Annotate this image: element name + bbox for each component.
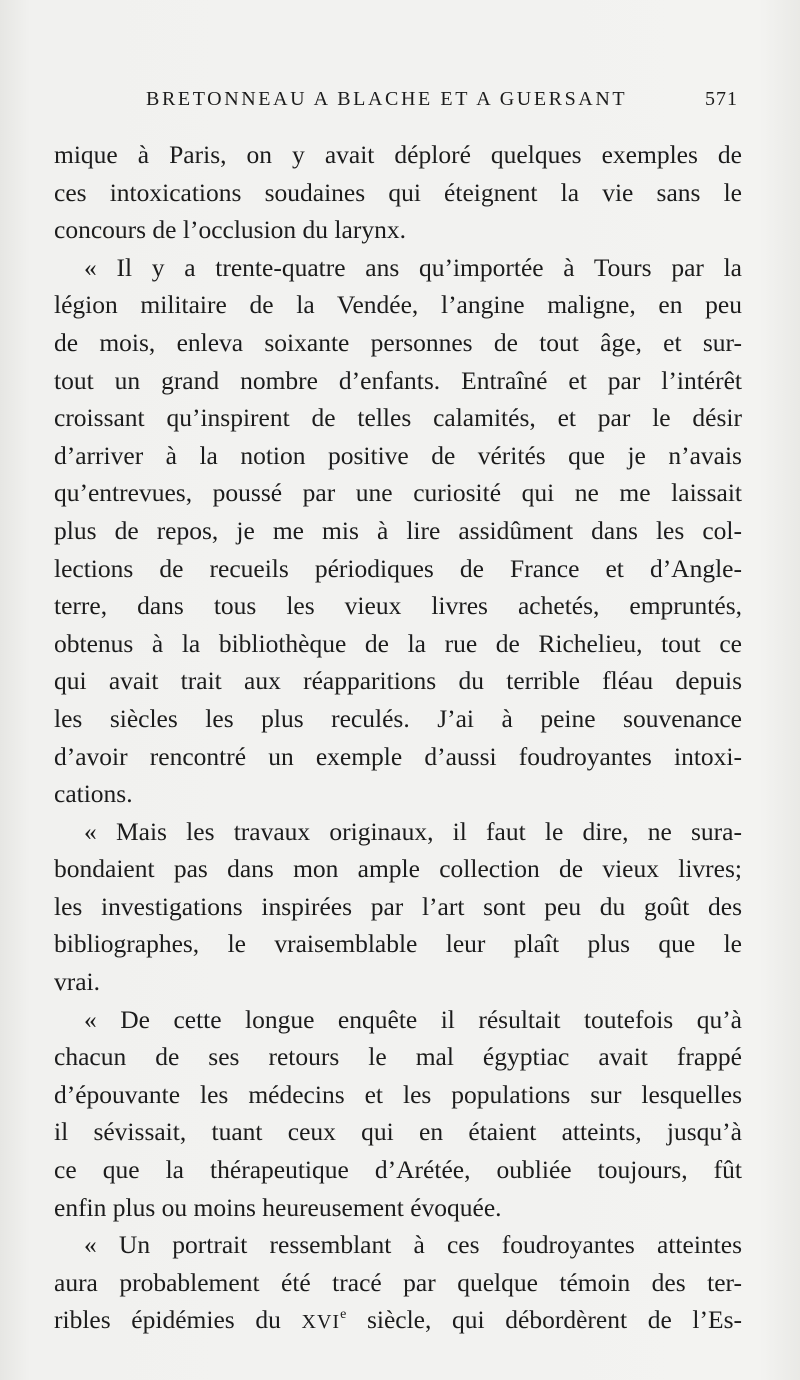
century-numeral: XVI: [301, 1311, 341, 1334]
page-number: 571: [705, 88, 738, 110]
final-line-start: ribles épidémies du: [54, 1305, 302, 1335]
text-line: vrai.: [54, 967, 101, 997]
text-line: croissant qu’inspirent de telles calamités, et par le désir: [54, 403, 742, 433]
text-line: ces intoxications soudaines qui éteignent la vie sans le: [54, 177, 742, 207]
text-line: « Il y a trente-quatre ans qu’importée à Tours par la: [84, 252, 742, 282]
text-line: d’arriver à la notion positive de vérités que je n’avais: [54, 440, 742, 470]
text-line: terre, dans tous les vieux livres achetés, empruntés,: [54, 591, 742, 621]
text-line: de mois, enleva soixante personnes de tout âge, et sur-: [54, 327, 742, 357]
century-suffix: e: [340, 1307, 347, 1323]
text-line: légion militaire de la Vendée, l’angine maligne, en peu: [54, 290, 742, 320]
text-line: les investigations inspirées par l’art sont peu du goût des: [54, 891, 742, 921]
text-line: d’épouvante les médecins et les populations sur lesquelles: [54, 1079, 742, 1109]
text-line: bibliographes, le vraisemblable leur plaît plus que le: [54, 929, 742, 959]
text-line: cations.: [54, 779, 133, 809]
text-line: lections de recueils périodiques de France et d’Angle-: [54, 553, 742, 583]
text-line: « Mais les travaux originaux, il faut le dire, ne sura-: [84, 816, 742, 846]
text-line: « Un portrait ressemblant à ces foudroyantes atteintes: [84, 1230, 742, 1260]
text-line: mique à Paris, on y avait déploré quelques exemples de: [54, 140, 742, 169]
text-line: obtenus à la bibliothèque de la rue de Richelieu, tout ce: [54, 628, 742, 658]
running-head: BRETONNEAU A BLACHE ET A GUERSANT: [146, 88, 628, 110]
text-line: plus de repos, je me mis à lire assidûment dans les col-: [54, 515, 742, 545]
text-line: « De cette longue enquête il résultait toutefois qu’à: [84, 1004, 742, 1034]
text-line: enfin plus ou moins heureusement évoquée.: [54, 1192, 502, 1222]
text-line: d’avoir rencontré un exemple d’aussi foudroyantes intoxi-: [54, 741, 742, 771]
text-line: chacun de ses retours le mal égyptiac avait frappé: [54, 1042, 742, 1072]
text-line: aura probablement été tracé par quelque témoin des ter-: [54, 1267, 742, 1297]
text-line: il sévissait, tuant ceux qui en étaient atteints, jusqu’à: [54, 1117, 742, 1147]
text-line: ce que la thérapeutique d’Arétée, oubliée toujours, fût: [54, 1155, 742, 1185]
text-line: concours de l’occlusion du larynx.: [54, 215, 406, 245]
text-line: qu’entrevues, poussé par une curiosité qui ne me laissait: [54, 478, 742, 508]
text-line: qui avait trait aux réapparitions du terrible fléau depuis: [54, 666, 742, 696]
text-line: bondaient pas dans mon ample collection de vieux livres;: [54, 854, 742, 884]
text-line: les siècles les plus reculés. J’ai à peine souvenance: [54, 703, 742, 733]
body-text: [54, 136, 742, 1339]
text-line-final: [54, 1301, 742, 1339]
final-line-end: siècle, qui débordèrent de l’Es-: [346, 1305, 742, 1335]
text-line: tout un grand nombre d’enfants. Entraîné et par l’intérêt: [54, 365, 742, 395]
